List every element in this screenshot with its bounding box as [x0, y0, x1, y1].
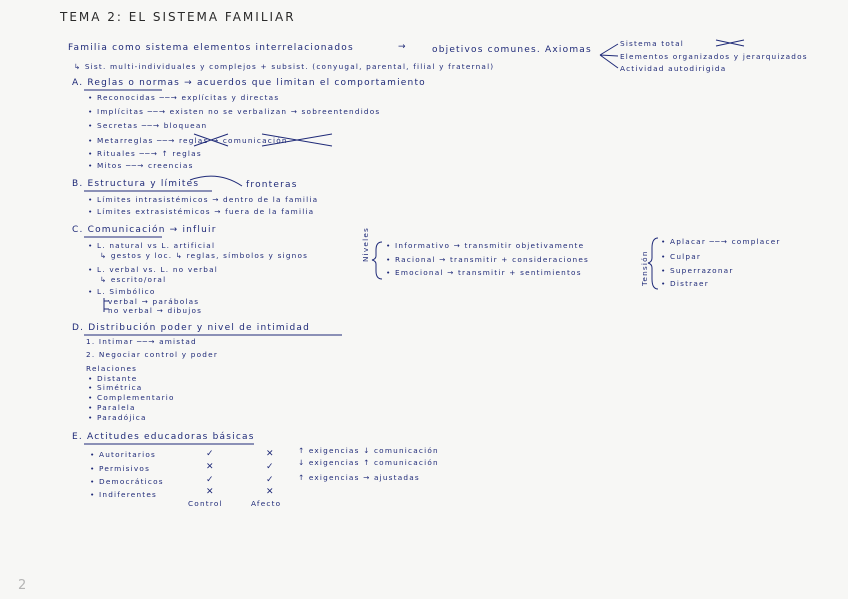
- relacion-item: • Simétrica: [88, 383, 143, 392]
- actitud-afecto: ✕: [266, 487, 275, 497]
- section-c-item: ↳ gestos y loc. ↳ reglas, símbolos y signos: [100, 251, 309, 260]
- relacion-item: • Paralela: [88, 403, 136, 412]
- section-d-item: 2. Negociar control y poder: [86, 350, 219, 359]
- section-a-item: • Metarreglas ──→ reglas → comunicación: [88, 136, 288, 145]
- section-c-item: • L. Simbólico: [88, 287, 156, 296]
- actitud-afecto: ✓: [266, 462, 275, 472]
- niveles-label: Niveles: [361, 226, 370, 262]
- actitud-label: • Democráticos: [90, 477, 164, 486]
- section-b-heading: B. Estructura y límites: [72, 179, 200, 189]
- tension-item: • Aplacar ──→ complacer: [661, 237, 781, 246]
- tension-label: Tensión: [640, 250, 649, 286]
- section-c-item: • L. natural vs L. artificial: [88, 241, 216, 250]
- niveles-item: • Racional → transmitir + consideraciones: [386, 255, 590, 264]
- section-b-heading-tail: fronteras: [246, 180, 298, 190]
- section-c-heading: C. Comunicación → influir: [72, 225, 217, 235]
- actitud-label: • Permisivos: [90, 464, 151, 473]
- page-number: 2: [18, 578, 27, 593]
- actitud-label: • Indiferentes: [90, 490, 158, 499]
- section-a-item: • Mitos ──→ creencias: [88, 161, 194, 170]
- relacion-item: • Distante: [88, 374, 138, 383]
- section-c-item: ↳ escrito/oral: [100, 275, 167, 284]
- section-b-item: • Límites intrasistémicos → dentro de la familia: [88, 195, 319, 204]
- column-afecto-label: Afecto: [251, 499, 282, 508]
- actitud-afecto: ✓: [266, 475, 275, 485]
- niveles-item: • Informativo → transmitir objetivamente: [386, 241, 585, 250]
- section-a-heading: A. Reglas o normas → acuerdos que limitan el comportamiento: [72, 78, 426, 88]
- actitud-control: ✕: [206, 487, 215, 497]
- section-e-heading: E. Actitudes educadoras básicas: [72, 432, 255, 442]
- section-a-item: • Reconocidas ──→ explícitas y directas: [88, 93, 280, 102]
- page-title: TEMA 2: EL SISTEMA FAMILIAR: [60, 10, 296, 24]
- intro-objetivos: objetivos comunes. Axiomas: [432, 45, 592, 55]
- relacion-item: • Complementario: [88, 393, 175, 402]
- axioma-3: Actividad autodirigida: [620, 64, 727, 73]
- section-d-heading: D. Distribución poder y nivel de intimidad: [72, 323, 311, 333]
- section-a-item: • Implícitas ──→ existen no se verbalizan → sobreentendidos: [88, 107, 381, 116]
- actitud-note: ↑ exigencias → ajustadas: [298, 473, 420, 482]
- section-b-item: • Límites extrasistémicos → fuera de la familia: [88, 207, 315, 216]
- section-c-item: verbal → parábolas: [108, 297, 200, 306]
- section-c-item: • L. verbal vs. L. no verbal: [88, 265, 218, 274]
- actitud-label: • Autoritarios: [90, 450, 157, 459]
- niveles-item: • Emocional → transmitir + sentimientos: [386, 268, 582, 277]
- tension-item: • Distraer: [661, 279, 709, 288]
- actitud-control: ✕: [206, 462, 215, 472]
- actitud-afecto: ✕: [266, 449, 275, 459]
- actitud-note: ↑ exigencias ↓ comunicación: [298, 446, 439, 455]
- section-a-item: • Rituales ──→ ↑ reglas: [88, 149, 202, 158]
- tension-item: • Superrazonar: [661, 266, 734, 275]
- intro-line-1: Familia como sistema elementos interrelacionados: [68, 43, 354, 53]
- relaciones-label: Relaciones: [86, 364, 138, 373]
- section-c-item: no verbal → dibujos: [108, 306, 203, 315]
- intro-arrow: →: [398, 42, 407, 52]
- axioma-2: Elementos organizados y jerarquizados: [620, 52, 808, 61]
- tension-item: • Culpar: [661, 252, 702, 261]
- actitud-control: ✓: [206, 475, 215, 485]
- intro-line-2: ↳ Sist. multi-individuales y complejos + subsist. (conyugal, parental, filial y fraternal): [74, 62, 495, 71]
- section-a-item: • Secretas ──→ bloquean: [88, 121, 208, 130]
- actitud-note: ↓ exigencias ↑ comunicación: [298, 458, 439, 467]
- section-d-item: 1. Intimar ──→ amistad: [86, 337, 197, 346]
- actitud-control: ✓: [206, 449, 215, 459]
- column-control-label: Control: [188, 499, 223, 508]
- relacion-item: • Paradójica: [88, 413, 147, 422]
- axioma-1: Sistema total: [620, 39, 684, 48]
